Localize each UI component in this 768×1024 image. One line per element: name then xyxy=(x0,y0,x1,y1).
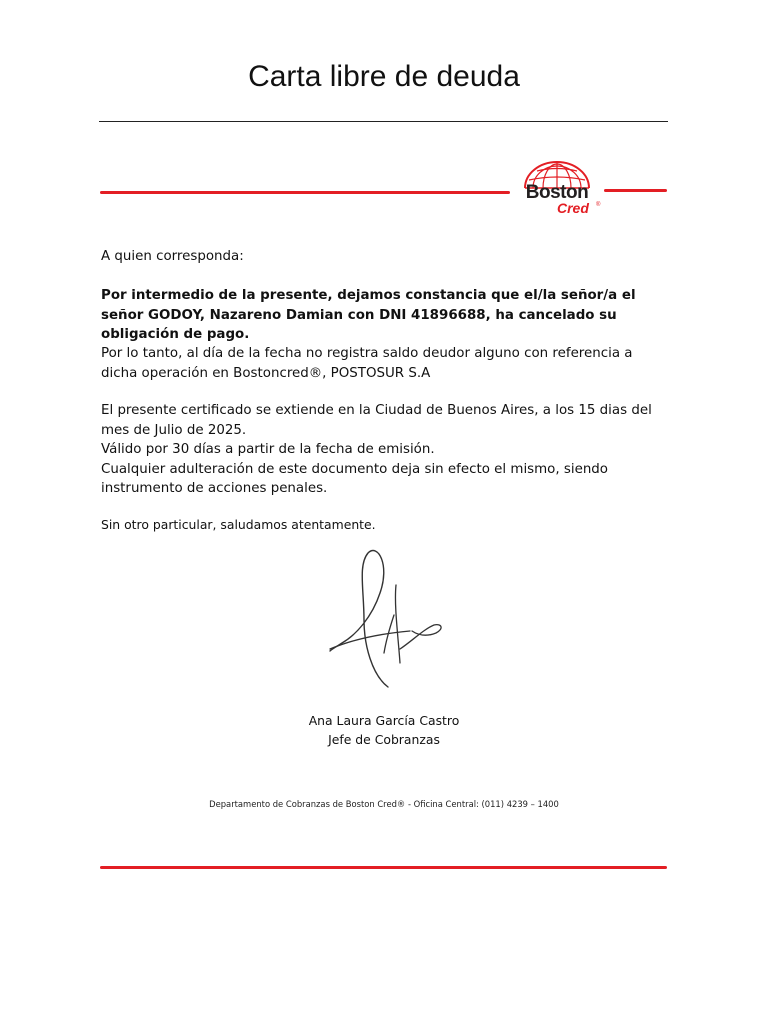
document-title: Carta libre de deuda xyxy=(248,60,520,93)
handwritten-signature xyxy=(328,545,448,690)
letter-paragraph-bold: Por intermedio de la presente, dejamos constancia que el/la señor/a el señor GODOY, Nazareno Damian con DNI 41896688, ha cancelado su obligación de pago. xyxy=(101,288,636,342)
paragraph-3-line-2: Válido por 30 días a partir de la fecha de emisión. xyxy=(101,442,435,457)
letter-paragraph-3 xyxy=(101,401,671,499)
paragraph-3-line-3: Cualquier adulteración de este documento deja sin efecto el mismo, siendo instrumento de acciones penales. xyxy=(101,461,609,496)
title-divider xyxy=(99,121,668,122)
header-red-rule-left xyxy=(100,191,510,194)
logo-wordmark: Boston xyxy=(525,182,589,203)
signer-name: Ana Laura García Castro xyxy=(308,713,460,728)
logo-submark: Cred xyxy=(557,200,589,216)
letter-closing: Sin otro particular, saludamos atentamente. xyxy=(101,517,376,532)
footer-contact: Departamento de Cobranzas de Boston Cred® - Oficina Central: (011) 4239 – 1400 xyxy=(209,799,559,809)
logo-registered-mark: ® xyxy=(596,202,601,208)
header-red-rule-right xyxy=(604,189,667,192)
letter-greeting: A quien corresponda: xyxy=(101,249,244,264)
footer-red-rule xyxy=(100,866,667,869)
boston-cred-logo xyxy=(517,160,605,222)
letter-paragraph-2: Por lo tanto, al día de la fecha no registra saldo deudor alguno con referencia a dicha operación en Bostoncred®, POSTOSUR S.A xyxy=(101,346,633,381)
signer-role: Jefe de Cobranzas xyxy=(328,732,440,747)
paragraph-3-line-1: El presente certificado se extiende en la Ciudad de Buenos Aires, a los 15 dias del mes de Julio de 2025. xyxy=(101,403,652,438)
